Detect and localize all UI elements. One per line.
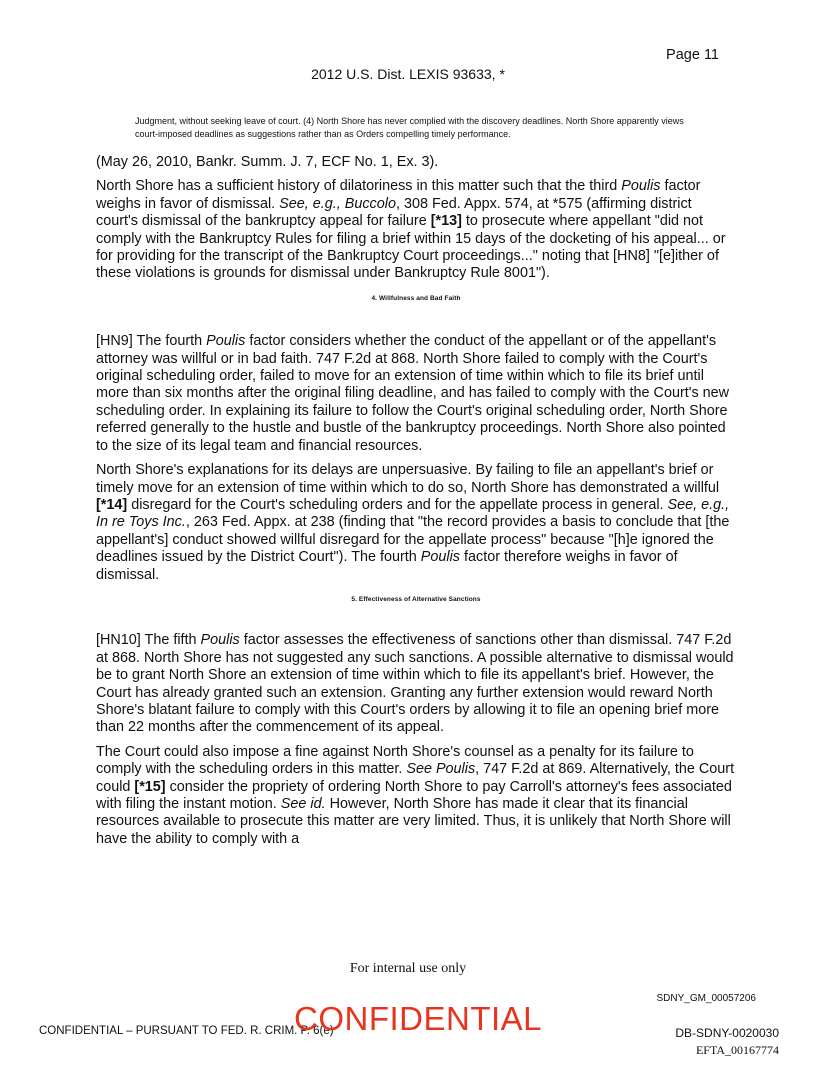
citation-see-poulis: See Poulis: [406, 761, 476, 778]
footnote-text: Judgment, without seeking leave of court. (4) North Shore has never complied with the discovery deadlines. North Shore apparently views court-imposed deadlines as suggestions rather than as Orders compelling timely performance.: [135, 116, 684, 139]
paragraph-1: (May 26, 2010, Bankr. Summ. J. 7, ECF No. 1, Ex. 3).: [96, 154, 439, 170]
bates-number-efta: EFTA_00167774: [695, 1043, 779, 1057]
citation-buccolo: See, e.g., Buccolo: [279, 195, 396, 212]
paragraph-5: [HN10] The fifth Poulis factor assesses the effectiveness of sanctions other than dismissal. 747 F.2d at 868. North Shore has not suggested any such sanctions. A possible alternative to dismissal would be to grant North Shore an extension of time within which to file its appellant's brief. However, the Court has already granted such an extension. Granting any further extension would reward North Shore's blatant failure to comply with this Court's orders by allowing it to file an opening brief more than 22 months after the commencement of its appeal.: [96, 632, 734, 736]
case-name-poulis: Poulis: [420, 549, 460, 566]
case-name-poulis: Poulis: [621, 178, 661, 195]
paragraph-2: North Shore has a sufficient history of dilatoriness in this matter such that the third Poulis factor weighs in favor of dismissal. See, e.g., Buccolo, 308 Fed. Appx. 574, at *575 (affirming district court's dismissal of the bankruptcy appeal for failure [*13] to prosecute where appellant "did not comply with the Bankruptcy Rules for filing a brief within 15 days of the docketing of his appeal... or for providing for the transcript of the Bankruptcy Court proceedings..." noting that [HN8] "[e]ither of these violations is grounds for dismissal under Bankruptcy Rule 8001").: [96, 178, 726, 282]
citation-in-re-toys: See, e.g., In re Toys Inc.: [96, 496, 730, 531]
bates-number-sdny-gm: SDNY_GM_00057206: [656, 993, 756, 1004]
star-page-14: [*14]: [96, 496, 128, 513]
paragraph-4: North Shore's explanations for its delays are unpersuasive. By failing to file an appellant's brief or timely move for an extension of time within which to do so, North Shore has demonstrated a willful [*14] disregard for the Court's scheduling orders and for the appellate process in general. See, e.g., In re Toys Inc., 263 Fed. Appx. at 238 (finding that "the record provides a basis to conclude that [the appellant's] conduct showed willful disregard for the appellate process" because "[h]e ignored the deadlines issued by the District Court"). The fourth Poulis factor therefore weighs in favor of dismissal.: [96, 462, 730, 583]
star-page-15: [*15]: [134, 778, 166, 795]
case-name-poulis: Poulis: [200, 632, 240, 649]
section-heading-alternative-sanctions: 5. Effectiveness of Alternative Sanctions: [351, 595, 481, 603]
page-number: Page 11: [666, 47, 719, 63]
document-body: [96, 154, 736, 855]
internal-use-notice: For internal use only: [349, 961, 467, 976]
case-citation-header: 2012 U.S. Dist. LEXIS 93633, *: [311, 66, 505, 82]
case-name-poulis: Poulis: [206, 333, 246, 350]
bates-number-db-sdny: DB-SDNY-0020030: [675, 1026, 779, 1040]
section-heading-willfulness: 4. Willfulness and Bad Faith: [371, 294, 461, 302]
paragraph-3: [HN9] The fourth Poulis factor considers whether the conduct of the appellant or of the appellant's attorney was willful or in bad faith. 747 F.2d at 868. North Shore failed to comply with the Court's original scheduling order, failed to move for an extension of time within which to file its brief until more than six months after the original filing deadline, and has failed to comply with the Court's new scheduling order. In explaining its failure to follow the Court's original scheduling order, North Shore referred generally to the hustle and bustle of the bankruptcy proceedings. North Shore also pointed to the size of its legal team and financial resources.: [96, 333, 730, 454]
confidential-notice: CONFIDENTIAL – PURSUANT TO FED. R. CRIM. P. 6(e): [39, 1025, 334, 1037]
confidential-stamp: CONFIDENTIAL: [294, 1000, 543, 1037]
citation-see-id: See id.: [280, 796, 326, 812]
star-page-13: [*13]: [430, 213, 462, 230]
paragraph-6: The Court could also impose a fine against North Shore's counsel as a penalty for its failure to comply with the scheduling orders in this matter. See Poulis, 747 F.2d at 869. Alternatively, the Court could [*15] consider the propriety of ordering North Shore to pay Carroll's attorney's fees associated with filing the instant motion. See id. However, North Shore has made it clear that its financial resources available to prosecute this matter are very limited. Thus, it is unlikely that North Shore will have the ability to comply with a: [96, 743, 735, 847]
